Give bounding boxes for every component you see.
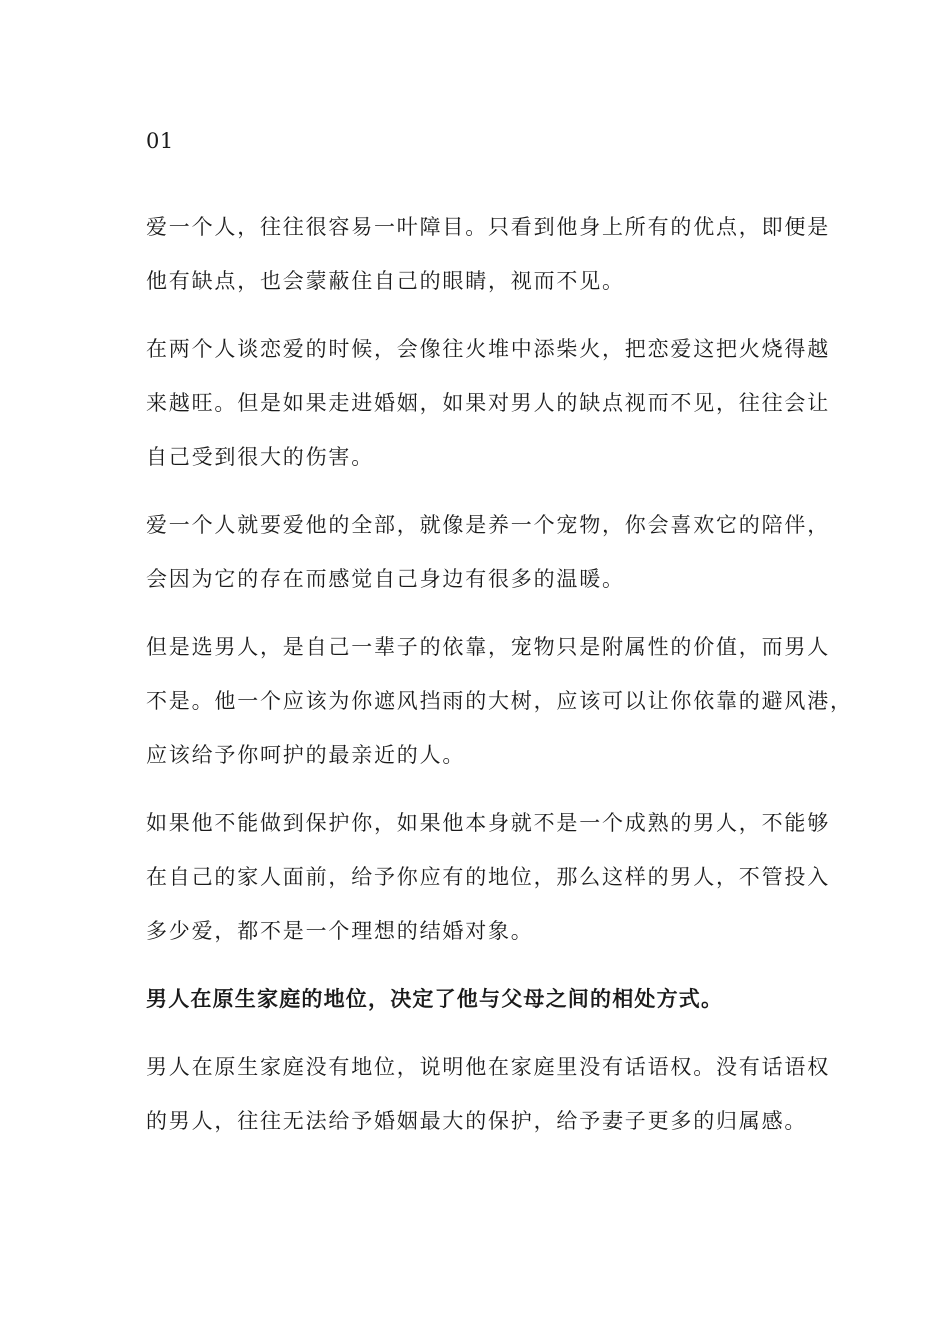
paragraph-line: 自己受到很大的伤害。 xyxy=(146,445,374,469)
paragraph-line: 多少爱，都不是一个理想的结婚对象。 xyxy=(146,919,534,943)
article-body xyxy=(146,126,853,1162)
paragraph-line: 来越旺。但是如果走进婚姻，如果对男人的缺点视而不见，往往会让 xyxy=(146,391,830,415)
bold-heading-paragraph xyxy=(146,972,826,1026)
paragraph-line: 应该给予你呵护的最亲近的人。 xyxy=(146,743,466,767)
paragraph-7 xyxy=(146,1040,830,1148)
paragraph-line: 在自己的家人面前，给予你应有的地位，那么这样的男人，不管投入 xyxy=(146,865,830,889)
paragraph-line: 男人在原生家庭没有地位，说明他在家庭里没有话语权。没有话语权 xyxy=(146,1055,830,1079)
paragraph-line: 爱一个人就要爱他的全部，就像是养一个宠物，你会喜欢它的陪伴， xyxy=(146,513,830,537)
paragraph-5 xyxy=(146,796,830,958)
section-number: 01 xyxy=(146,129,174,153)
paragraph-2 xyxy=(146,322,830,484)
paragraph-line: 但是选男人，是自己一辈子的依靠，宠物只是附属性的价值，而男人 xyxy=(146,635,830,659)
paragraph-line: 的男人，往往无法给予婚姻最大的保护，给予妻子更多的归属感。 xyxy=(146,1109,808,1133)
paragraph-line: 如果他不能做到保护你，如果他本身就不是一个成熟的男人，不能够 xyxy=(146,811,830,835)
paragraph-line: 不是。他一个应该为你遮风挡雨的大树，应该可以让你依靠的避风港， xyxy=(146,689,853,713)
paragraph-line: 会因为它的存在而感觉自己身边有很多的温暖。 xyxy=(146,567,625,591)
paragraph-line: 他有缺点，也会蒙蔽住自己的眼睛，视而不见。 xyxy=(146,269,625,293)
paragraph-line: 在两个人谈恋爱的时候，会像往火堆中添柴火，把恋爱这把火烧得越 xyxy=(146,337,830,361)
paragraph-line: 爱一个人，往往很容易一叶障目。只看到他身上所有的优点，即便是 xyxy=(146,215,830,239)
paragraph-3 xyxy=(146,498,830,606)
paragraph-4 xyxy=(146,620,853,782)
paragraph-1 xyxy=(146,200,830,308)
paragraph-line: 男人在原生家庭的地位，决定了他与父母之间的相处方式。 xyxy=(146,986,724,1011)
